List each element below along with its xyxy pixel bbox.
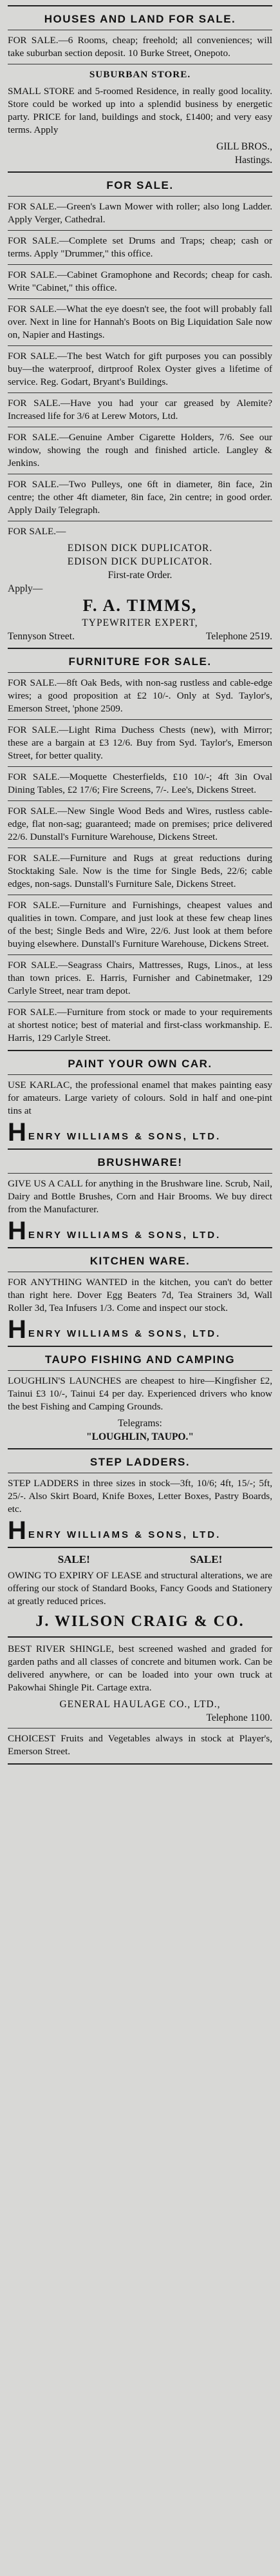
rule	[8, 1247, 272, 1248]
ad-duplicator-line: EDISON DICK DUPLICATOR.	[67, 543, 213, 554]
ad-brushware: GIVE US A CALL for anything in the Brushware line. Scrub, Nail, Dairy and Bottle Brushes, Corn and Hair Brooms. We buy direct from the Manufacturer.	[8, 1178, 272, 1215]
ad-duplicator-line: EDISON DICK DUPLICATOR.	[67, 556, 213, 567]
ad-drums: FOR SALE.—Complete set Drums and Traps; cheap; cash or terms. Apply "Drummer," this office.	[8, 235, 272, 259]
ad-launches: LOUGHLIN'S LAUNCHES are cheapest to hire—Kingfisher £2, Tainui £3 10/-, Tainui £4 per day. Experienced drivers who know the best Fishing and Camping Grounds.	[8, 1375, 272, 1412]
rule	[8, 1074, 272, 1075]
rule	[8, 1050, 272, 1051]
rule	[8, 1448, 272, 1449]
ad-duplicator-street: Tennyson Street.	[8, 631, 75, 642]
ad-wood-beds: FOR SALE.—New Single Wood Beds and Wires, rustless cable-edge, flat non-sag; guaranteed; made on premises; price delivered 22/6. Dunstall's Furniture Warehouse, Dickens Street.	[8, 806, 272, 842]
ad-oak-beds: FOR SALE.—8ft Oak Beds, with non-sag rustless and cable-edge wires; a good proposition at £2 10/-. Only at Syd. Taylor's, Emerson Street, 'phone 2509.	[8, 677, 272, 714]
rule	[8, 171, 272, 173]
rule	[8, 954, 272, 955]
rule	[8, 672, 272, 673]
ad-suburban: SMALL STORE and 5-roomed Residence, in really good locality. Store could be worked up into a splendid business by energetic party. PRICE for land, buildings and stock, £1400; and very easy terms. Apply	[8, 86, 272, 135]
ad-cigarette: FOR SALE.—Genuine Amber Cigarette Holders, 7/6. See our window, showing the rough and finished article. Langley & Jenkins.	[8, 432, 272, 469]
ad-williams-name: ENRY WILLIAMS & SONS, LTD.	[28, 1230, 221, 1241]
ad-chesterfields: FOR SALE.—Moquette Chesterfields, £10 10/-; 4ft 3in Oval Dining Tables, £2 17/6; Fire Screens, 7/-. Lee's, Dickens Street.	[8, 771, 272, 795]
rule	[8, 1173, 272, 1174]
ad-lease: OWING TO EXPIRY OF LEASE and structural alterations, we are offering our stock of Standard Books, Fancy Goods and Stationery at greatly reduced prices.	[8, 1570, 272, 1607]
ad-duplicator-condition: First-rate Order.	[107, 570, 173, 581]
section-header-houses: HOUSES AND LAND FOR SALE.	[44, 13, 236, 25]
ad-duplicator-trade: TYPEWRITER EXPERT,	[82, 617, 198, 628]
ad-telegrams-address: "LOUGHLIN, TAUPO."	[86, 1431, 194, 1442]
rule	[8, 392, 272, 393]
ad-duplicator-apply: Apply—	[8, 583, 43, 594]
classifieds-column	[8, 5, 272, 1765]
ad-sale-banner	[8, 1553, 272, 1565]
rule	[8, 5, 272, 6]
section-header-ladders: STEP LADDERS.	[89, 1456, 191, 1468]
ad-karlac: USE KARLAC, the professional enamel that makes painting easy for amateurs. Large variety of colours. Sold in half and one-pint tins at	[8, 1080, 272, 1116]
rule	[8, 1547, 272, 1548]
ad-telegrams-label: Telegrams:	[118, 1418, 162, 1429]
ad-williams-name: ENRY WILLIAMS & SONS, LTD.	[28, 1328, 221, 1339]
ad-kitchen: FOR ANYTHING WANTED in the kitchen, you can't do better than right here. Dover Egg Beaters 7d, Tea Strainers 3d, Wall Roller 3d, Tea Infusers 1/3. Come and inspect our stock.	[8, 1277, 272, 1313]
ad-haulage-phone: Telephone 1100.	[206, 1712, 272, 1723]
ad-sale-word: SALE!	[190, 1553, 223, 1565]
ad-suburban-sign: GILL BROS.,	[216, 141, 272, 152]
section-header-brushware: BRUSHWARE!	[97, 1156, 183, 1168]
ad-williams-signature: HENRY WILLIAMS & SONS, LTD.	[8, 1315, 221, 1344]
rule	[8, 230, 272, 231]
rule	[8, 298, 272, 299]
ad-rimu: FOR SALE.—Light Rima Duchess Chests (new), with Mirror; these are a bargain at £3 12/6. Buy from Syd. Taylor's, Emerson Street, for better quality.	[8, 724, 272, 761]
ad-furnishings: FOR SALE.—Furniture and Furnishings, cheapest values and qualities in town. Compare, and just look at these few cheap lines of the best; Single Beds and Wire, 22/6. Just look at them before buying elsewhere. Dunstall's Furniture Warehouse, Dickens Street.	[8, 900, 272, 949]
ad-watch: FOR SALE.—The best Watch for gift purposes you can possibly buy—the waterproof, dirtproof Rolex Oyster gives a lifetime of service. Reg. Godart, Bryant's Buildings.	[8, 351, 272, 387]
ad-haulage-name: GENERAL HAULAGE CO., LTD.,	[59, 1699, 221, 1710]
ad-suburban-title: SUBURBAN STORE.	[89, 69, 191, 80]
ad-seagrass: FOR SALE.—Seagrass Chairs, Mattresses, Rugs, Linos., at less than town prices. E. Harris, Furnisher and Cabinetmaker, 129 Carlyle Street, near tram depot.	[8, 960, 272, 996]
rule	[8, 264, 272, 265]
ad-duplicator-address	[8, 630, 272, 643]
ad-gramophone: FOR SALE.—Cabinet Gramophone and Records; cheap for cash. Write "Cabinet," this office.	[8, 269, 272, 293]
ad-mower: FOR SALE.—Green's Lawn Mower with roller; also long Ladder. Apply Verger, Cathedral.	[8, 201, 272, 225]
ad-rugs: FOR SALE.—Furniture and Rugs at great reductions during Stocktaking Sale. Now is the time for Single Beds, 22/6; cable edges, non-sags. Dunstall's Furniture Sale, Dickens Street.	[8, 853, 272, 889]
rule	[8, 1763, 272, 1765]
rule	[8, 196, 272, 197]
rule	[8, 1636, 272, 1638]
ad-duplicator-lead: FOR SALE.—	[8, 526, 66, 537]
ad-pulleys: FOR SALE.—Two Pulleys, one 6ft in diameter, 8in face, 2in centre; the other 4ft diameter, 8in face, 2in centre; in good order. Apply Daily Telegraph.	[8, 479, 272, 516]
section-header-paint: PAINT YOUR OWN CAR.	[68, 1058, 212, 1070]
ad-williams-signature: HENRY WILLIAMS & SONS, LTD.	[8, 1118, 221, 1147]
ad-sale-word: SALE!	[57, 1553, 90, 1565]
rule	[8, 1370, 272, 1371]
ad-stock: FOR SALE.—Furniture from stock or made to your requirements at shortest notice; best of material and first-class workmanship. E. Harris, 129 Carlyle Street.	[8, 1007, 272, 1043]
ad-williams-signature: HENRY WILLIAMS & SONS, LTD.	[8, 1217, 221, 1245]
section-header-furniture: FURNITURE FOR SALE.	[68, 655, 212, 668]
ad-car: FOR SALE.—Have you had your car greased by Alemite? Increased life for 3/6 at Lerew Motors, Ltd.	[8, 398, 272, 421]
ad-ladders: STEP LADDERS in three sizes in stock—3ft, 10/6; 4ft, 15/-; 5ft, 25/-. Also Skirt Board, Knife Boxes, Letter Boxes, Pastry Boards, etc.	[8, 1478, 272, 1515]
ad-williams-signature: HENRY WILLIAMS & SONS, LTD.	[8, 1516, 221, 1545]
ad-shingle: BEST RIVER SHINGLE, best screened washed and graded for garden paths and all classes of concrete and bitumen work. Can be delivered anywhere, or can be loaded into your own truck at Pakowhai Shingle Pit. Cartage extra.	[8, 1643, 272, 1693]
rule	[8, 847, 272, 848]
rule	[8, 800, 272, 801]
ad-williams-name: ENRY WILLIAMS & SONS, LTD.	[28, 1529, 221, 1540]
ad-rooms: FOR SALE.—6 Rooms, cheap; freehold; all conveniences; will take suburban section deposit. 10 Burke Street, Onepoto.	[8, 35, 272, 59]
ad-duplicator-name: F. A. TIMMS,	[82, 596, 198, 615]
rule	[8, 1148, 272, 1150]
rule	[8, 1346, 272, 1347]
ad-suburban-sign-place: Hastings.	[234, 155, 272, 166]
ad-craig-name: J. WILSON CRAIG & CO.	[35, 1613, 245, 1630]
ad-williams-name: ENRY WILLIAMS & SONS, LTD.	[28, 1131, 221, 1142]
rule	[8, 648, 272, 649]
rule	[8, 1728, 272, 1729]
rule	[8, 345, 272, 346]
rule	[8, 719, 272, 720]
section-header-taupo: TAUPO FISHING AND CAMPING	[44, 1353, 236, 1366]
section-header-for-sale: FOR SALE.	[106, 179, 174, 191]
rule	[8, 766, 272, 767]
ad-duplicator-phone: Telephone 2519.	[205, 631, 272, 642]
ad-choicest: CHOICEST Fruits and Vegetables always in stock at Player's, Emerson Street.	[8, 1733, 272, 1757]
section-header-kitchen: KITCHEN WARE.	[89, 1255, 191, 1267]
ad-boots: FOR SALE.—What the eye doesn't see, the foot will probably fall over. Next in line for Hannah's Boots on Big Liquidation Sale now on, Napier and Hastings.	[8, 304, 272, 340]
